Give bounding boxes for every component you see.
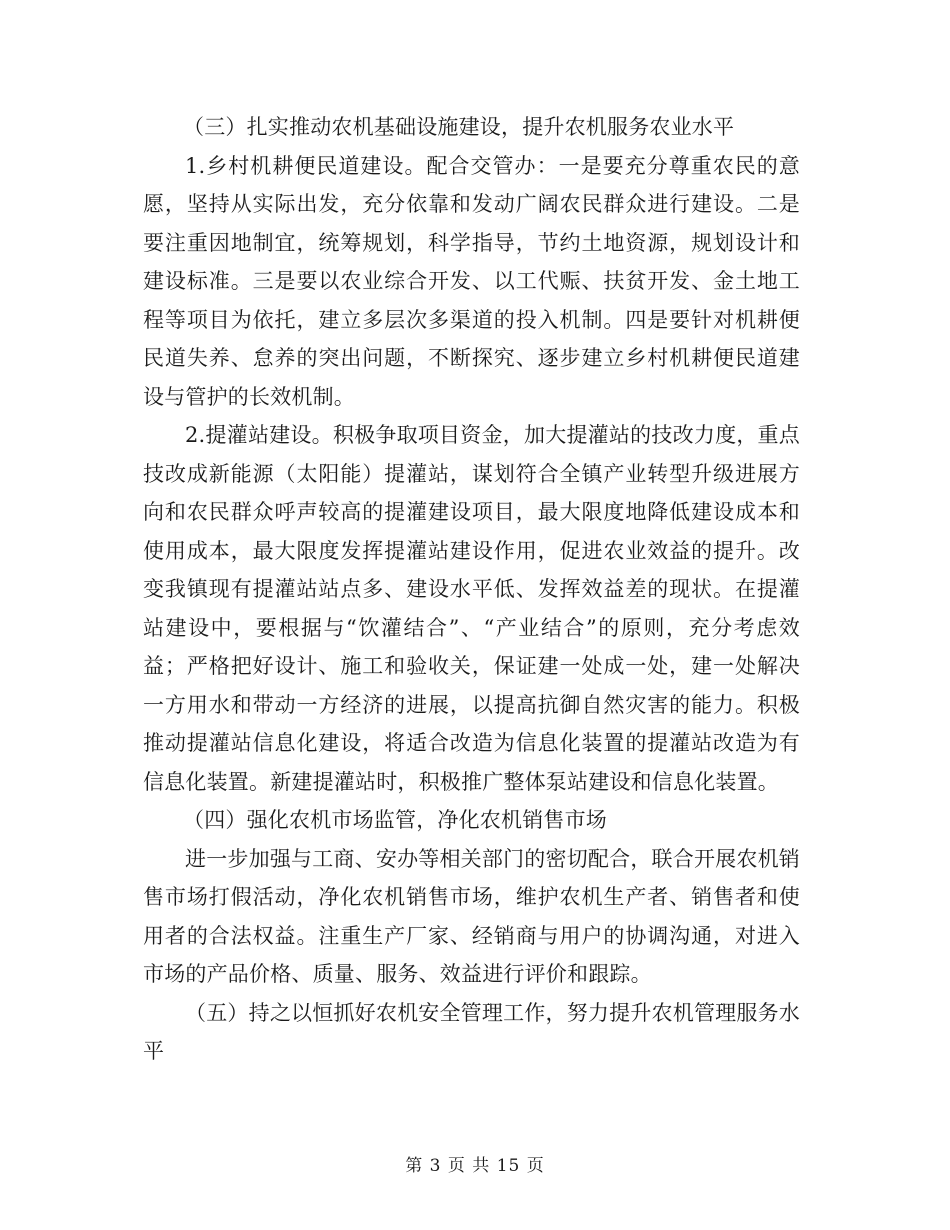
paragraph-market-supervision: 进一步加强与工商、安办等相关部门的密切配合，联合开展农机销售市场打假活动，净化农机销售市场，维护农机生产者、销售者和使用者的合法权益。注重生产厂家、经销商与用户的协调沟通，对进入市场的产品价格、质量、服务、效益进行评价和跟踪。 xyxy=(143,846,800,986)
document-body xyxy=(143,108,800,1071)
page-number-footer: 第 3 页 共 15 页 xyxy=(405,1156,545,1176)
paragraph-road-construction: 1.乡村机耕便民道建设。配合交管办：一是要充分尊重农民的意愿，坚持从实际出发，充分依靠和发动广阔农民群众进行建设。二是要注重因地制宜，统筹规划，科学指导，节约土地资源，规划设计和建设标准。三是要以农业综合开发、以工代赈、扶贫开发、金土地工程等项目为依托，建立多层次多渠道的投入机制。四是要针对机耕便民道失养、怠养的突出问题，不断探究、逐步建立乡村机耕便民道建设与管护的长效机制。 xyxy=(143,153,800,409)
section-heading-3: （三）扎实推动农机基础设施建设，提升农机服务农业水平 xyxy=(183,115,735,139)
section-heading-4: （四）强化农机市场监管，净化农机销售市场 xyxy=(183,808,607,832)
section-heading-5: （五）持之以恒抓好农机安全管理工作，努力提升农机管理服务水平 xyxy=(143,1000,800,1063)
paragraph-irrigation-station: 2.提灌站建设。积极争取项目资金，加大提灌站的技改力度，重点技改成新能源（太阳能）提灌站，谋划符合全镇产业转型升级进展方向和农民群众呼声较高的提灌建设项目，最大限度地降低建设成本和使用成本，最大限度发挥提灌站建设作用，促进农业效益的提升。改变我镇现有提灌站站点多、建设水平低、发挥效益差的现状。在提灌站建设中，要根据与“饮灌结合”、“产业结合”的原则，充分考虑效益；严格把好设计、施工和验收关，保证建一处成一处，建一处解决一方用水和带动一方经济的进展，以提高抗御自然灾害的能力。积极推动提灌站信息化建设，将适合改造为信息化装置的提灌站改造为有信息化装置。新建提灌站时，积极推广整体泵站建设和信息化装置。 xyxy=(143,423,800,794)
